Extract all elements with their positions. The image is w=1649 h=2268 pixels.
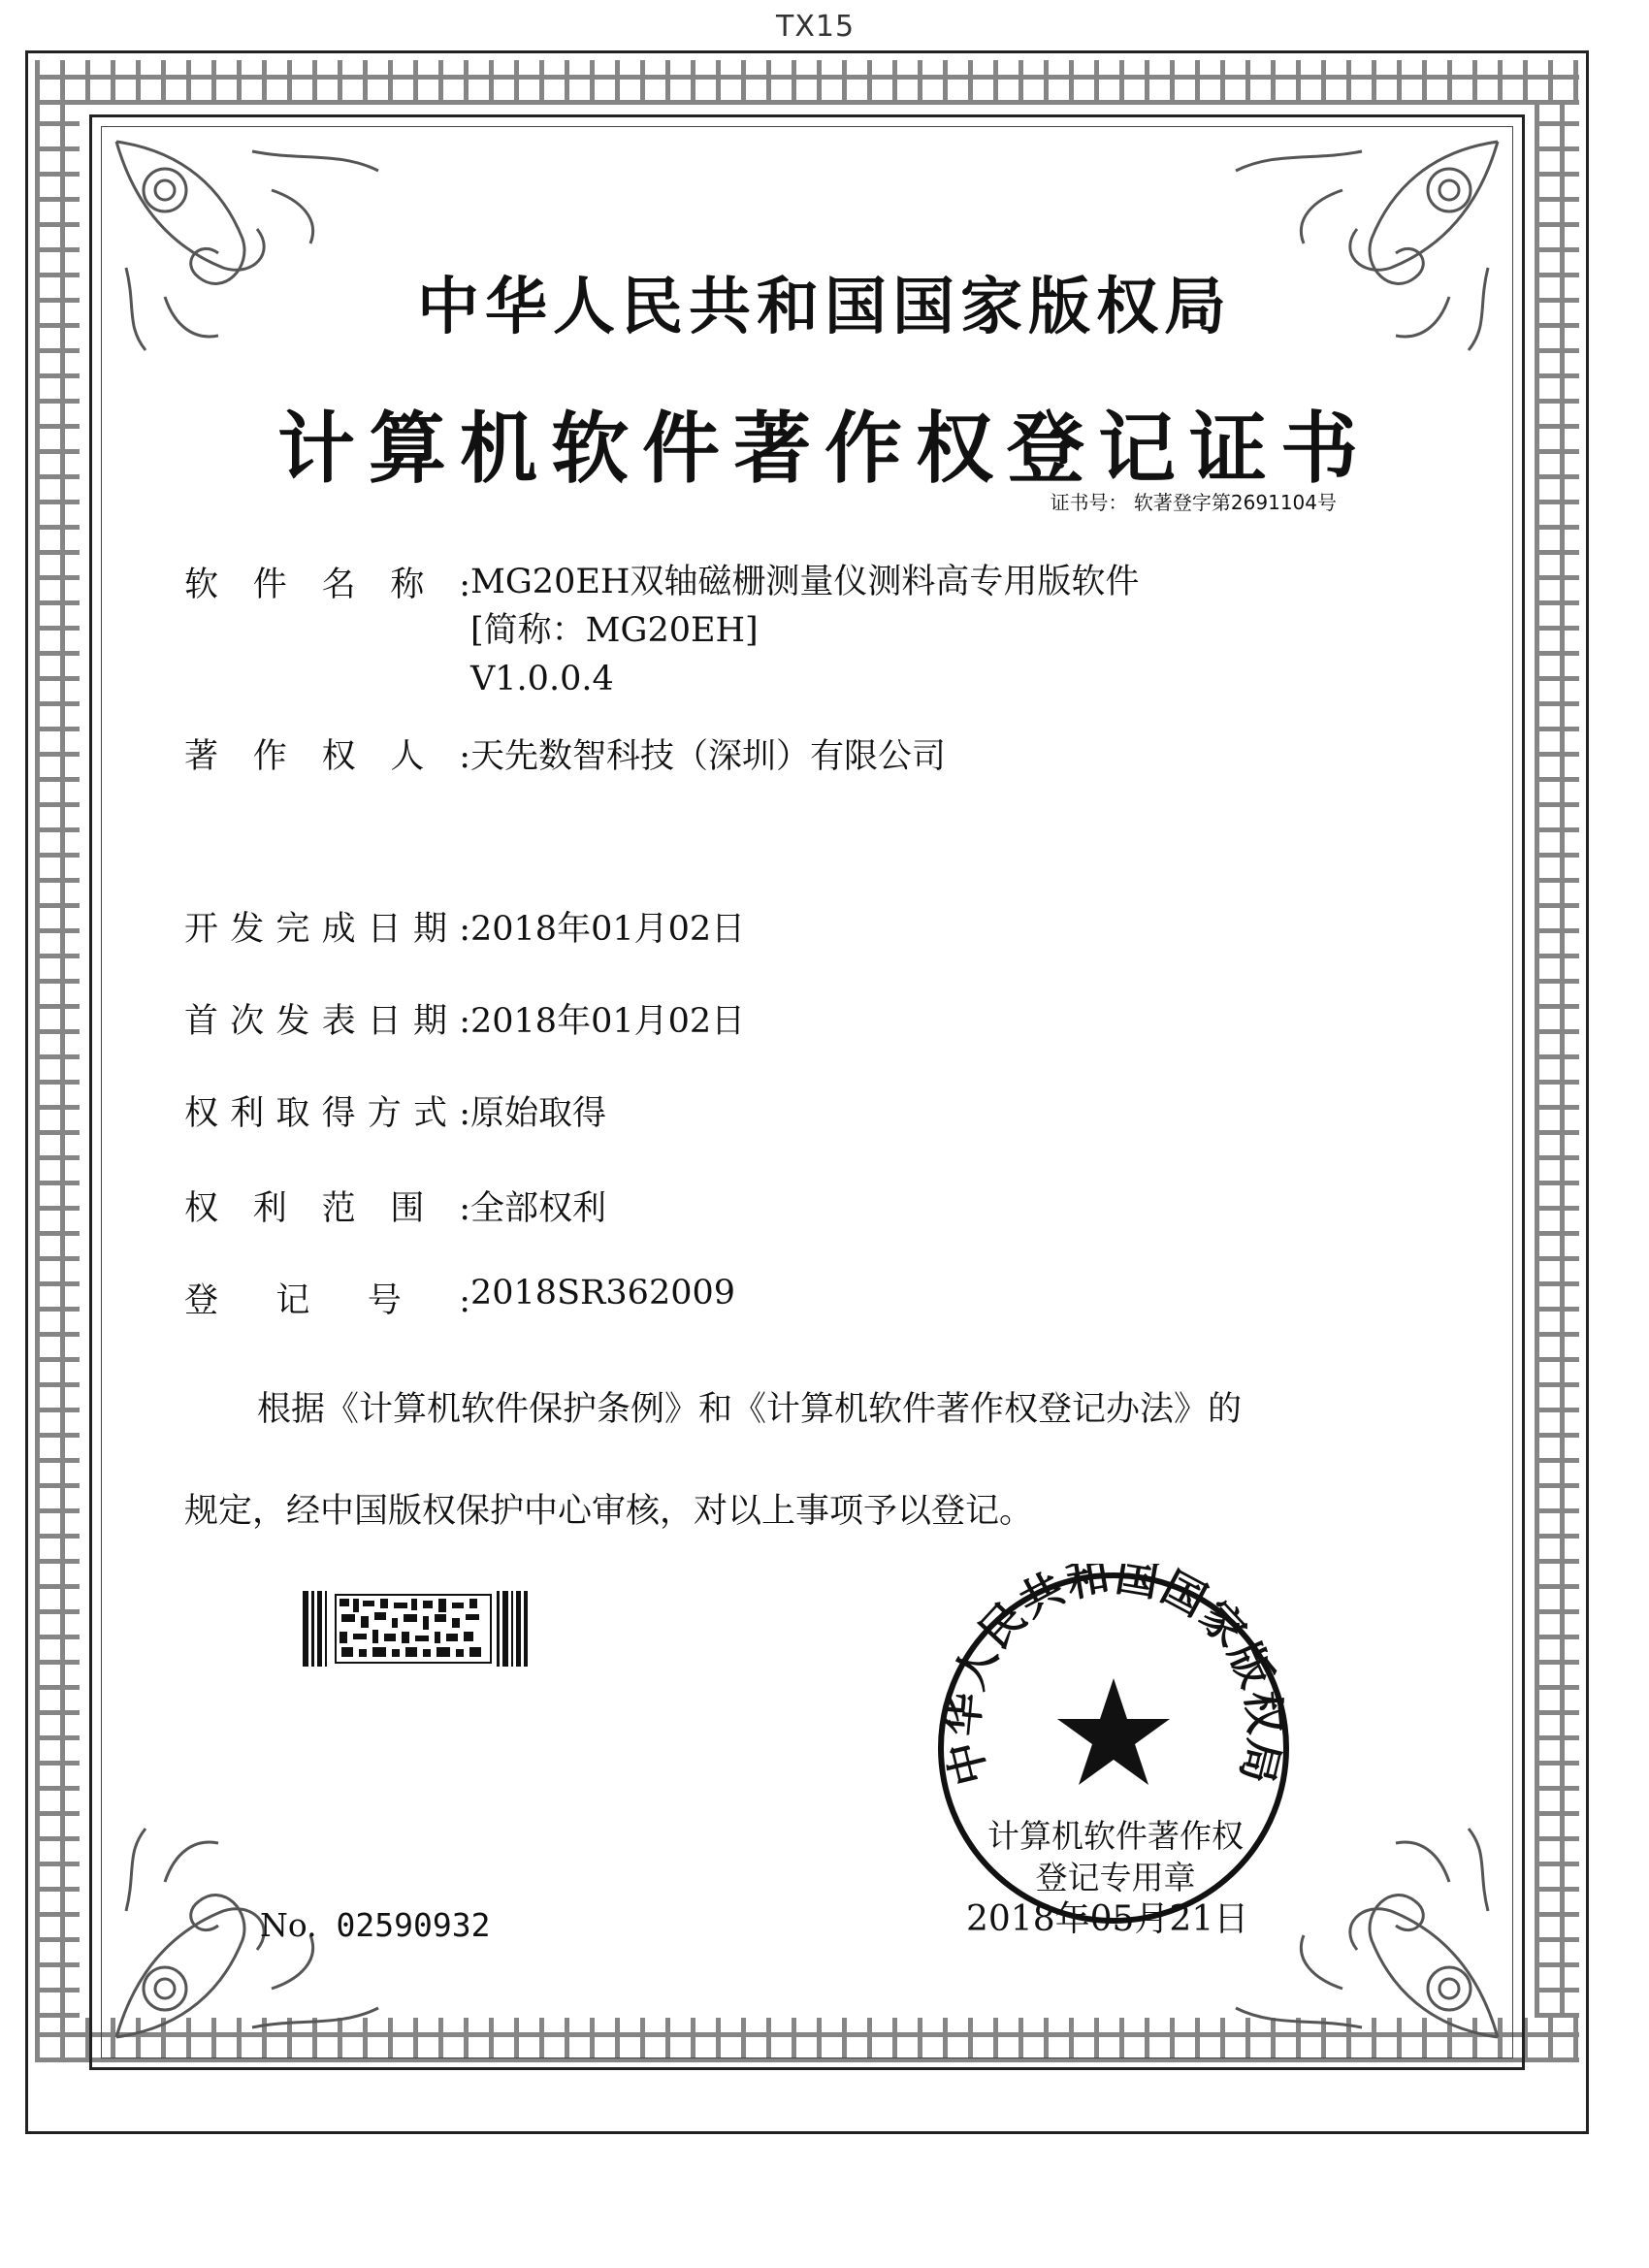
star-icon [1057,1678,1170,1785]
handwritten-mark: TX15 [776,10,856,44]
publication-date-label: 首次发表日期: [184,1002,470,1041]
publication-date-value: 2018年01月02日 [470,1002,746,1041]
scope-value: 全部权利 [470,1189,607,1228]
scope-row [184,1182,606,1230]
serial-value: 02590932 [336,1906,491,1944]
copyright-owner-value: 天先数智科技（深圳）有限公司 [470,737,947,776]
software-short-name: [简称：MG20EH] [470,611,759,650]
serial-number [260,1906,490,1944]
completion-date-row [184,902,745,951]
serial-prefix: No. [260,1906,317,1944]
seal-text-line-1: 计算机软件著作权 [987,1817,1244,1855]
copyright-owner-row [184,729,946,778]
completion-date-label: 开发完成日期: [184,910,470,949]
certificate-number: 证书号： 软著登字第2691104号 [1050,491,1337,514]
issuer-heading: 中华人民共和国国家版权局 [417,272,1232,343]
statement-line-2: 规定，经中国版权保护中心审核，对以上事项予以登记。 [184,1492,1034,1531]
barcode-image [303,1591,528,1667]
completion-date-value: 2018年01月02日 [470,910,746,949]
registration-label: 登记号: [184,1281,470,1320]
scope-label: 权利范围: [184,1189,470,1228]
seal-text-line-2: 登记专用章 [1035,1859,1196,1896]
software-name-label: 软件名称: [184,566,470,604]
acquisition-label: 权利取得方式: [184,1094,470,1133]
acquisition-value: 原始取得 [470,1094,607,1133]
registration-row [184,1274,735,1322]
greek-key-border-top [35,60,1579,105]
acquisition-row [184,1086,606,1135]
statement-line-1: 根据《计算机软件保护条例》和《计算机软件著作权登记办法》的 [257,1390,1243,1429]
publication-date-row [184,994,745,1043]
registration-value: 2018SR362009 [470,1274,736,1312]
software-name-line: MG20EH双轴磁栅测量仪测料高专用版软件 [470,563,1140,601]
issue-date: 2018年05月21日 [966,1899,1249,1939]
certificate-title: 计算机软件著作权登记证书 [277,403,1372,494]
software-name-row [184,558,1139,703]
software-name-value [470,558,1139,703]
software-version: V1.0.0.4 [470,660,614,698]
copyright-owner-label: 著作权人: [184,737,470,776]
seal-ring-text: 中华人民共和国国家版权局 [937,1564,1290,1791]
